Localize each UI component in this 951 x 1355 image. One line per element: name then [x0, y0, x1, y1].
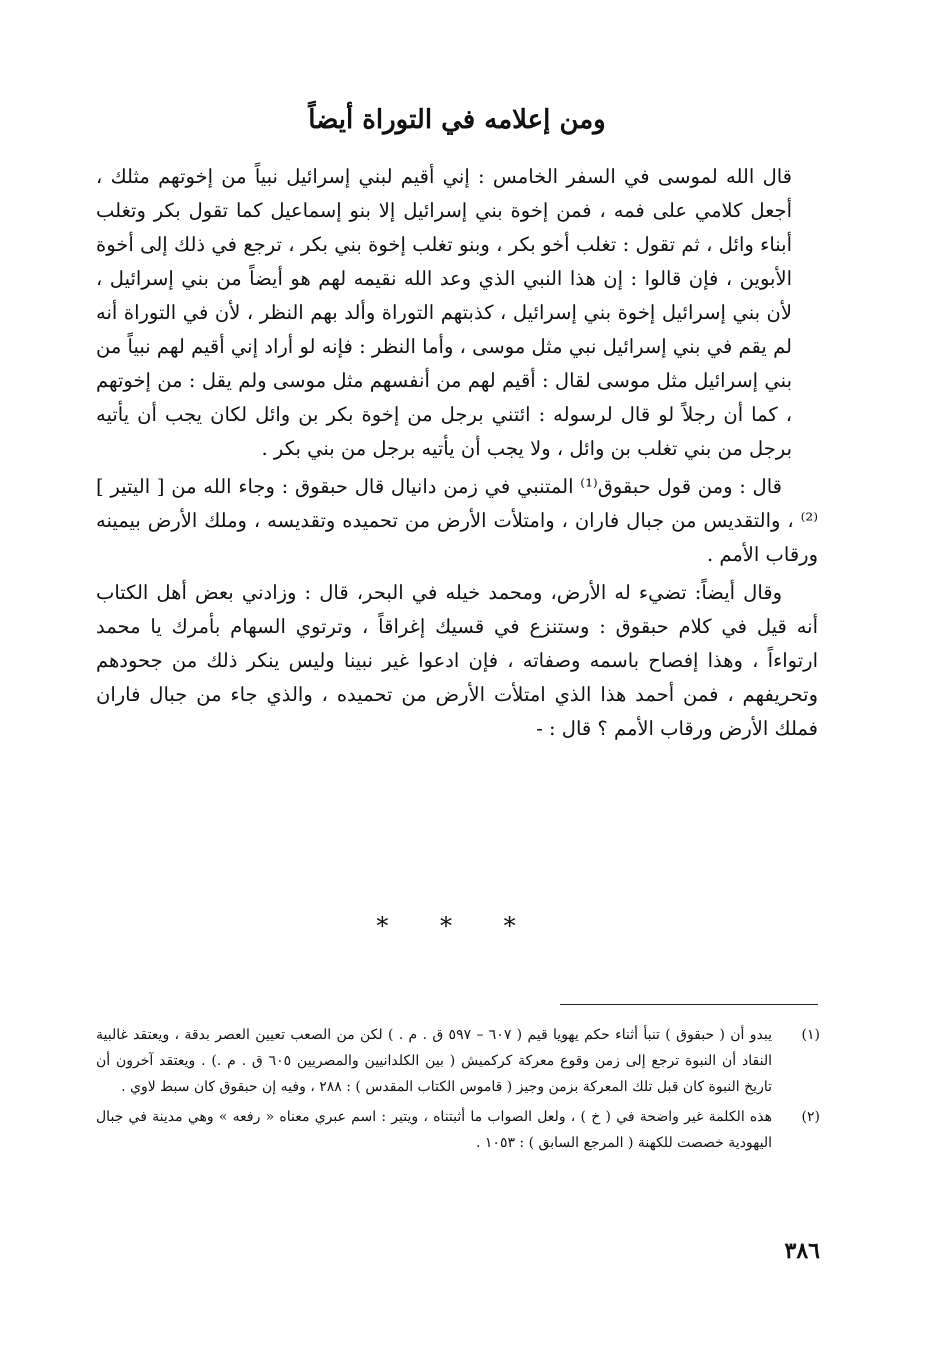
footnote-2 — [96, 1104, 820, 1156]
main-text — [96, 160, 818, 750]
footnotes — [96, 1022, 820, 1160]
footnote-rule — [560, 1004, 818, 1005]
section-title: ومن إعلامه في التوراة أيضاً — [308, 105, 606, 135]
paragraph-1: قال الله لموسى في السفر الخامس : إني أقيم لبني إسرائيل نبياً من إخوتهم مثلك ، أجعل كلامي على فمه ، فمن إخوة بني إسرائيل إلا بنو إسماعيل كما تقول بكر وتغلب أبناء وائل ، ثم تقول : تغلب أخو بكر ، وبنو تغلب إخوة بني بكر ، ترجع في ذلك إلى أخوة الأبوين ، فإن قالوا : إن هذا النبي الذي وعد الله نقيمه لهم هو أيضاً من بني إسرائيل ، لأن بني إسرائيل إخوة بني إسرائيل ، كذبتهم التوراة وألد بهم النظر ، لأن في التوراة أنه لم يقم في بني إسرائيل نبي مثل موسى ، وأما النظر : فإنه لو أراد إني أقيم لهم نبياً من بني إسرائيل مثل موسى لقال : أقيم لهم من أنفسهم مثل موسى ولم يقل : من إخوتهم ، كما أن رجلاً لو قال لرسوله : ائتني برجل من إخوة بكر بن وائل لكان يجب أن يأتيه برجل من بني تغلب بن وائل ، ولا يجب أن يأتيه برجل من بني بكر . — [96, 165, 792, 460]
footnote-text: هذه الكلمة غير واضحة في ( خ ) ، ولعل الصواب ما أثبتناه ، ويتير : اسم عبري معناه « رفعه » وهي مدينة في جبال اليهودية خصصت للكهنة ( المرجع السابق ) : ١٠٥٣ . — [96, 1109, 772, 1151]
paragraph-2: قال : ومن قول حبقوق⁽¹⁾ المتنبي في زمن دانيال قال حبقوق : وجاء الله من [ اليتير ]⁽²⁾ ، والتقديس من جبال فاران ، وامتلأت الأرض من تحميده وتقديسه ، وملك الأرض بيمينه ورقاب الأمم . — [96, 475, 818, 566]
footnote-number: (٢) — [801, 1109, 820, 1125]
paragraph-3: وقال أيضاً: تضيء له الأرض، ومحمد خيله في البحر، قال : وزادني بعض أهل الكتاب أنه قيل في كلام حبقوق : وستنزع في قسيك إغراقاً ، وترتوي السهام بأمرك يا محمد ارتواءاً ، وهذا إفصاح باسمه وصفاته ، فإن ادعوا غير نبينا وليس ينكر ذلك من جحودهم وتحريفهم ، فمن أحمد هذا الذي امتلأت الأرض من تحميده ، والذي جاء من جبال فاران فملك الأرض ورقاب الأمم ؟ قال : - — [96, 581, 818, 740]
section-separator: * * * — [376, 912, 538, 940]
footnote-1 — [96, 1022, 820, 1100]
footnote-text: يبدو أن ( حبقوق ) تنبأ أثناء حكم يهويا قيم ( ٦٠٧ – ٥٩٧ ق . م . ) لكن من الصعب تعيين العصر بدقة ، ويعتقد غالبية النقاد أن النبوة ترجع إلى زمن وقوع معركة كركميش ( بين الكلدانيين والمصريين ٦٠٥ ق . م .) . ويعتقد آخرون أن تاريخ النبوة كان قبل تلك المعركة بزمن وجيز ( قاموس الكتاب المقدس ) : ٢٨٨ ، وفيه إن حبقوق كان سبط لاوي . — [96, 1027, 773, 1095]
footnote-number: (١) — [801, 1027, 820, 1043]
page-number: ٣٨٦ — [784, 1238, 820, 1264]
